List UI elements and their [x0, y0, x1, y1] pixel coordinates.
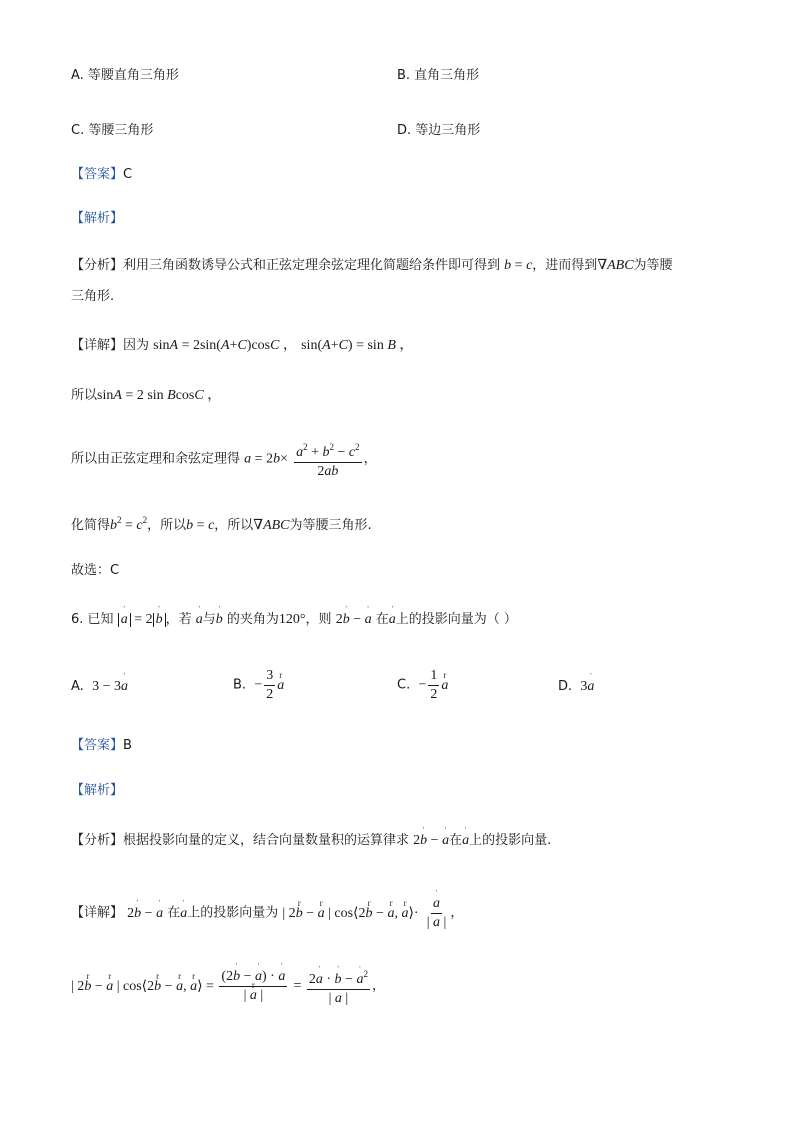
q5-choose: 故选：C — [71, 563, 120, 578]
stem-yu: 与 — [202, 612, 216, 627]
q5-option-b: B. 直角三角形 — [397, 68, 480, 83]
q6-option-c: C. − $\frac{1}{2}$ r a — [397, 667, 448, 704]
q5-answer-line — [71, 166, 132, 184]
projection-fraction-2: $\frac{2ˈ a \cdot ˈ b - ˈ a^2}{| a |}$ — [307, 965, 370, 1008]
angle-value: 120° — [278, 612, 306, 627]
q6-fenxi-tag: 【分析】 — [71, 833, 124, 848]
math-b-eq-c: b — [504, 258, 512, 273]
projection-fraction-1: $\frac{\text{(2ˈ b − ˈ a) · ˈ a}}{\text{| r a |}}$ — [219, 968, 287, 1005]
q6-option-b: B. − $\frac{3}{2}$ r a — [233, 667, 284, 704]
q6-xj-mid: 上的投影向量为 — [187, 905, 279, 921]
q6-xiangjie-line1: 【详解】 2ˈ b − ˈ a 在ˈ a上的投影向量为 | 2r b − r a | cos⟨2r b − r a, r a⟩· ˈ $\frac{a}{| a |}$ ， — [71, 895, 463, 932]
stem-then: ，则 — [305, 612, 332, 627]
q6-answer-value: B — [123, 738, 132, 753]
q6-analysis-tag: 【解析】 — [71, 783, 124, 798]
q5-option-d: D. 等边三角形 — [397, 123, 481, 138]
so-text: 所以 — [71, 388, 98, 403]
stem-ruo: ，若 — [165, 612, 192, 627]
q5-xiangjie-line1 — [71, 337, 413, 355]
stem-angle: 的夹角为 — [226, 612, 279, 627]
q5-analysis-tag: 【解析】 — [71, 211, 124, 226]
q6-b-label: B. — [233, 677, 247, 693]
q6-xiangjie-line2: | 2r b − r a | cos⟨2r b − r a, r a⟩ = $\frac{\text{(2ˈ b − ˈ a) · ˈ a}}{\text{| r a |}}$ = $\frac{2ˈ a \cdot ˈ b - ˈ a^2}{| a |}$ ， — [71, 965, 385, 1008]
stem-end: 上的投影向量为（ ） — [395, 612, 517, 627]
xiangjie-tag: 【详解】 — [71, 338, 124, 353]
isosceles-text: 为等腰三角形. — [289, 518, 372, 533]
q6-answer-line — [71, 737, 132, 755]
so-abc-text: ，所以 — [214, 518, 254, 533]
q5-fenxi-line2: 三角形. — [71, 289, 115, 304]
q5-fenxi-line1: 【分析】利用三角函数诱导公式和正弦定理余弦定理化简题给条件即可得到 b = c，进而得到∇ABC为等腰 — [71, 258, 673, 273]
q6-fenxi-end: 上的投影向量. — [469, 833, 552, 848]
simplify-text: 化简得 — [71, 518, 111, 533]
q6-answer-tag: 【答案】 — [71, 738, 124, 753]
fenxi-mid: ，进而得到 — [532, 258, 598, 273]
answer-tag: 【答案】 — [71, 167, 124, 182]
q6-fenxi-text: 根据投影向量的定义，结合向量数量积的运算律求 — [123, 833, 410, 848]
q6-fenxi-line: 【分析】根据投影向量的定义，结合向量数量积的运算律求 2ˈ b − ˈ a在ˈ a上的投影向量. — [71, 832, 551, 850]
fenxi-end: 为等腰 — [633, 258, 673, 273]
q6-c-label: C. — [397, 677, 411, 693]
q5-option-c: C. 等腰三角形 — [71, 123, 154, 138]
q6-option-d: D. 3ˈ a — [558, 678, 594, 696]
q5-so-line: 所以sinA = 2 sin BcosC ， — [71, 388, 222, 403]
so-b-text: ，所以 — [147, 518, 187, 533]
q6-stem: 6. 已知 ˈ a = 2ˈ b ，若 ˈ a与ˈ b 的夹角为120°，则 2ˈ b − ˈ a 在ˈ a上的投影向量为（ ） — [71, 611, 517, 629]
q6-stem-num: 6. 已知 — [71, 612, 114, 627]
fenxi-text: 利用三角函数诱导公式和正弦定理余弦定理化简题给条件即可得到 — [123, 258, 501, 273]
math-sinAC-eq: sin(A+C) = sin B ， — [301, 338, 414, 353]
q5-law-line: 所以由正弦定理和余弦定理得 a = 2b× $\frac{a^2 + b^2 - c^2}{2ab}$ ， — [71, 438, 377, 481]
unit-vector-fraction: ˈ $\frac{a}{| a |}$ — [425, 895, 449, 932]
fenxi-tag: 【分析】 — [71, 258, 124, 273]
math-sinA-eq: sinA = 2sin(A+C)cosC ， — [153, 338, 297, 353]
stem-on: 在 — [375, 612, 389, 627]
q6-a-label: A. — [71, 679, 84, 694]
q6-fenxi-on: 在 — [449, 833, 463, 848]
q6-xj-on: 在 — [167, 905, 181, 921]
q5-simplify-line: 化简得$b^2 = c^2$，所以b = c，所以∇ABC为等腰三角形. — [71, 515, 372, 533]
q6-option-a: A. 3 − 3ˈ a — [71, 678, 128, 696]
answer-value: C — [123, 167, 133, 182]
q5-option-a: A. 等腰直角三角形 — [71, 68, 179, 83]
math-fraction: $\frac{a^2 + b^2 - c^2}{2ab}$ — [294, 438, 362, 481]
q6-xiangjie-tag: 【详解】 — [71, 905, 124, 921]
xiangjie-because: 因为 — [123, 338, 150, 353]
law-text: 所以由正弦定理和余弦定理得 — [71, 451, 241, 467]
q6-d-label: D. — [558, 679, 573, 694]
